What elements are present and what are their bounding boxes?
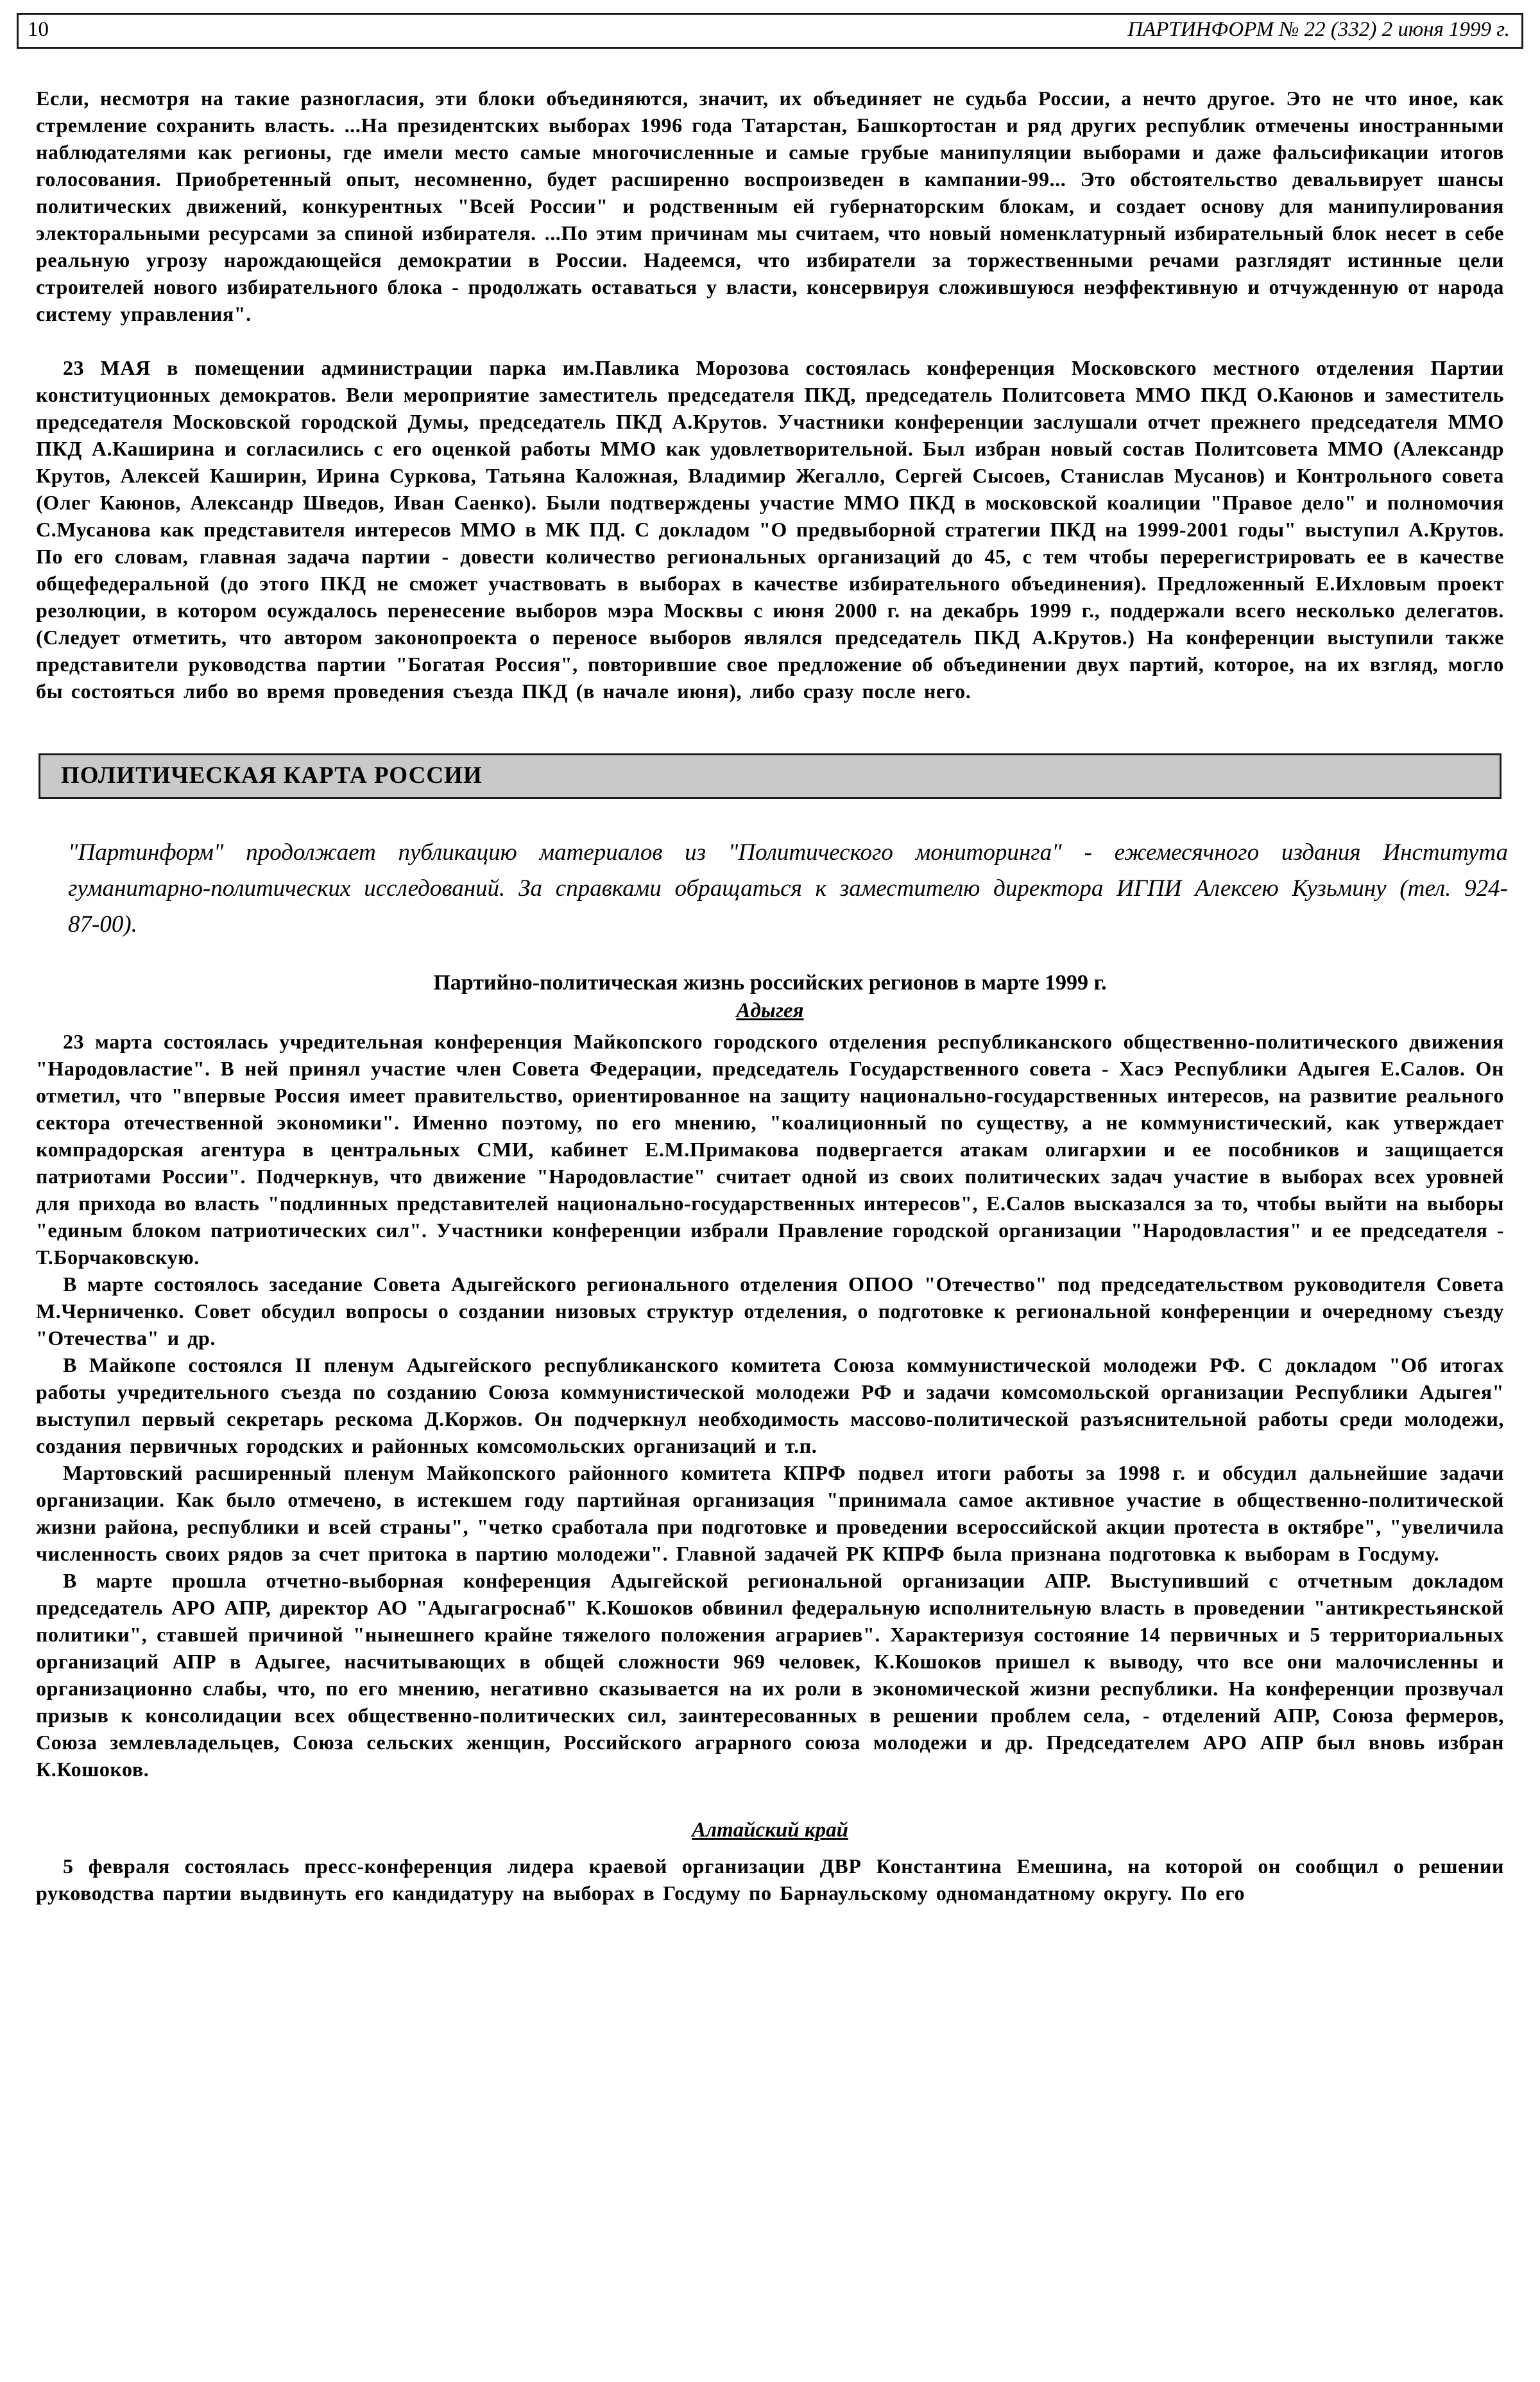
regions-heading: Партийно-политическая жизнь российских регионов в марте 1999 г. <box>433 971 1107 995</box>
lead-paragraph-2: 23 МАЯ в помещении администрации парка им.Павлика Морозова состоялась конференция Московского местного отделения Партии конституционных демократов. Вели мероприятие заместитель председателя ПКД, председатель Политсовета ММО ПКД О.Каюнов и заместитель председателя Московской городской Думы, председатель ПКД А.Крутов. Участники конференции заслушали отчет прежнего председателя ММО ПКД А.Каширина и согласились с его оценкой работы ММО как удовлетворительной. Был избран новый состав Политсовета ММО (Александр Крутов, Алексей Каширин, Ирина Суркова, Татьяна Каложная, Владимир Жегалло, Сергей Сысоев, Станислав Мусанов) и Контрольного совета (Олег Каюнов, Александр Шведов, Иван Саенко). Были подтверждены участие ММО ПКД в московской коалиции "Правое дело" и полномочия С.Мусанова как представителя интересов ММО в МК ПД. С докладом "О предвыборной стратегии ПКД на 1999-2001 годы" выступил А.Крутов. По его словам, главная задача партии - довести количество региональных организаций до 45, с тем чтобы перерегистрировать ее в качестве общефедеральной (до этого ПКД не сможет участвовать в выборах в качестве избирательного объединения). Предложенный Е.Ихловым проект резолюции, в котором осуждалось перенесение выборов мэра Москвы с июня 2000 г. на декабрь 1999 г., поддержали всего несколько делегатов. (Следует отметить, что автором законопроекта о переносе выборов являлся председатель ПКД А.Крутов.) На конференции выступили также представители руководства партии "Богатая Россия", повторившие свое предложение об объединении двух партий, которое, на их взгляд, могло бы состояться либо во время проведения съезда ПКД (в начале июня), либо сразу после него. <box>36 356 1504 703</box>
altai-section <box>17 1853 1523 1906</box>
lead-paragraph-1: Если, несмотря на такие разногласия, эти блоки объединяются, значит, их объединяет не судьба России, а нечто другое. Это не что иное, как стремление сохранить власть. ...На президентских выборах 1996 года Татарстан, Башкортостан и ряд других республик отмечены иностранными наблюдателями как регионы, где имели место самые многочисленные и самые грубые манипуляции выборами и даже фальсификации итогов голосования. Приобретенный опыт, несомненно, будет расширенно воспроизведен в кампании-99... Это обстоятельство девальвирует шансы политических движений, конкурентных "Всей России" и родственным ей губернаторским блокам, и создает основу для манипулирования электоральными ресурсами за спиной избирателя. ...По этим причинам мы считаем, что новый номенклатурный избирательный блок несет в себе реальную угрозу нарождающейся демократии в России. Надеемся, что избиратели за торжественными речами разглядят истинные цели строителей нового избирательного блока - продолжать оставаться у власти, консервируя сложившуюся неэффективную и отчужденную от народа систему управления". <box>36 87 1504 325</box>
adygea-paragraph-2: В марте состоялось заседание Совета Адыгейского регионального отделения ОПОО "Отечество" под председательством руководителя Совета М.Черниченко. Совет обсудил вопросы о создании низовых структур отделения, о подготовке к региональной конференции и очередному съезду "Отечества" и др. <box>36 1272 1504 1350</box>
altai-paragraph-1: 5 февраля состоялась пресс-конференция лидера краевой организации ДВР Константина Емешина, на которой он сообщил о решении руководства партии выдвинуть его кандидатуру на выборах в Госдуму по Барнаульскому одномандатному округу. По его <box>36 1855 1504 1905</box>
adygea-paragraph-1: 23 марта состоялась учредительная конференция Майкопского городского отделения республиканского общественно-политического движения "Народовластие". В ней принял участие член Совета Федерации, председатель Государственного совета - Хасэ Республики Адыгея Е.Салов. Он отметил, что "впервые Россия имеет правительство, ориентированное на защиту национально-государственных интересов, на развитие реального сектора отечественной экономики". Именно поэтому, по его мнению, "коалиционный по существу, а не коммунистический, как утверждает компрадорская агентура в центральных СМИ, кабинет Е.М.Примакова подвергается атакам олигархии и ее пособников и защищается патриотами России". Подчеркнув, что движение "Народовластие" считает одной из своих политических задач участие в выборах всех уровней для прихода во власть "подлинных представителей национально-государственных интересов", Е.Салов высказался за то, чтобы выйти на выборы "единым блоком патриотических сил". Участники конференции избрали Правление городской организации "Народовластия" и ее председателя - Т.Борчаковскую. <box>36 1030 1504 1269</box>
section-banner-title: ПОЛИТИЧЕСКАЯ КАРТА РОССИИ <box>61 762 483 789</box>
text-column <box>17 85 1523 705</box>
adygea-section <box>17 1028 1523 1783</box>
journal-title: ПАРТИНФОРМ № 22 (332) 2 июня 1999 г. <box>1127 17 1510 41</box>
region-heading-altai: Алтайский край <box>692 1819 848 1842</box>
page-number: 10 <box>28 17 49 41</box>
region-heading-adygea: Адыгея <box>736 999 804 1022</box>
adygea-paragraph-5: В марте прошла отчетно-выборная конференция Адыгейской региональной организации АПР. Выступивший с отчетным докладом председатель АРО АПР, директор АО "Адыгагроснаб" К.Кошоков обвинил федеральную исполнительную власть в проведении "антикрестьянской политики", ставшей причиной "нынешнего крайне тяжелого положения аграриев". Характеризуя состояние 14 первичных и 5 территориальных организаций АПР в Адыгее, насчитывающих в общей сложности 969 человек, К.Кошоков пришел к выводу, что все они малочисленны и организационно слабы, что, по его мнению, негативно сказывается на их роли в экономической жизни республики. На конференции прозвучал призыв к консолидации всех общественно-политических сил, заинтересованных в решении проблем села, - отделений АПР, Союза фермеров, Союза землевладельцев, Союза сельских женщин, Российского аграрного союза молодежи и др. Председателем АРО АПР был вновь избран К.Кошоков. <box>36 1569 1504 1781</box>
editorial-note: "Партинформ" продолжает публикацию материалов из "Политического мониторинга" - ежемесячного издания Института гуманитарно-политических исследований. За справками обращаться к заместителю директора ИГПИ Алексею Кузьмину (тел. 924-87-00). <box>68 839 1508 938</box>
adygea-paragraph-4: Мартовский расширенный пленум Майкопского районного комитета КПРФ подвел итоги работы за 1998 г. и обсудил дальнейшие задачи организации. Как было отмечено, в истекшем году партийная организация "принимала самое активное участие в общественно-политической жизни района, республики и всей страны", "четко сработала при подготовке и проведении всероссийской акции протеста в октябре", "увеличила численность своих рядов за счет притока в партию молодежи". Главной задачей РК КПРФ была признана подготовка к выборам в Госдуму. <box>36 1461 1504 1565</box>
section-banner <box>38 753 1502 799</box>
adygea-paragraph-3: В Майкопе состоялся II пленум Адыгейского республиканского комитета Союза коммунистической молодежи РФ. С докладом "Об итогах работы учредительного съезда по созданию Союза коммунистической молодежи РФ и задачи комсомольской организации Республики Адыгея" выступил первый секретарь рескома Д.Коржов. Он подчеркнул необходимость массово-политической разъяснительной работы среди молодежи, создания первичных городских и районных комсомольских организаций и т.п. <box>36 1353 1504 1457</box>
page-header <box>17 13 1523 49</box>
